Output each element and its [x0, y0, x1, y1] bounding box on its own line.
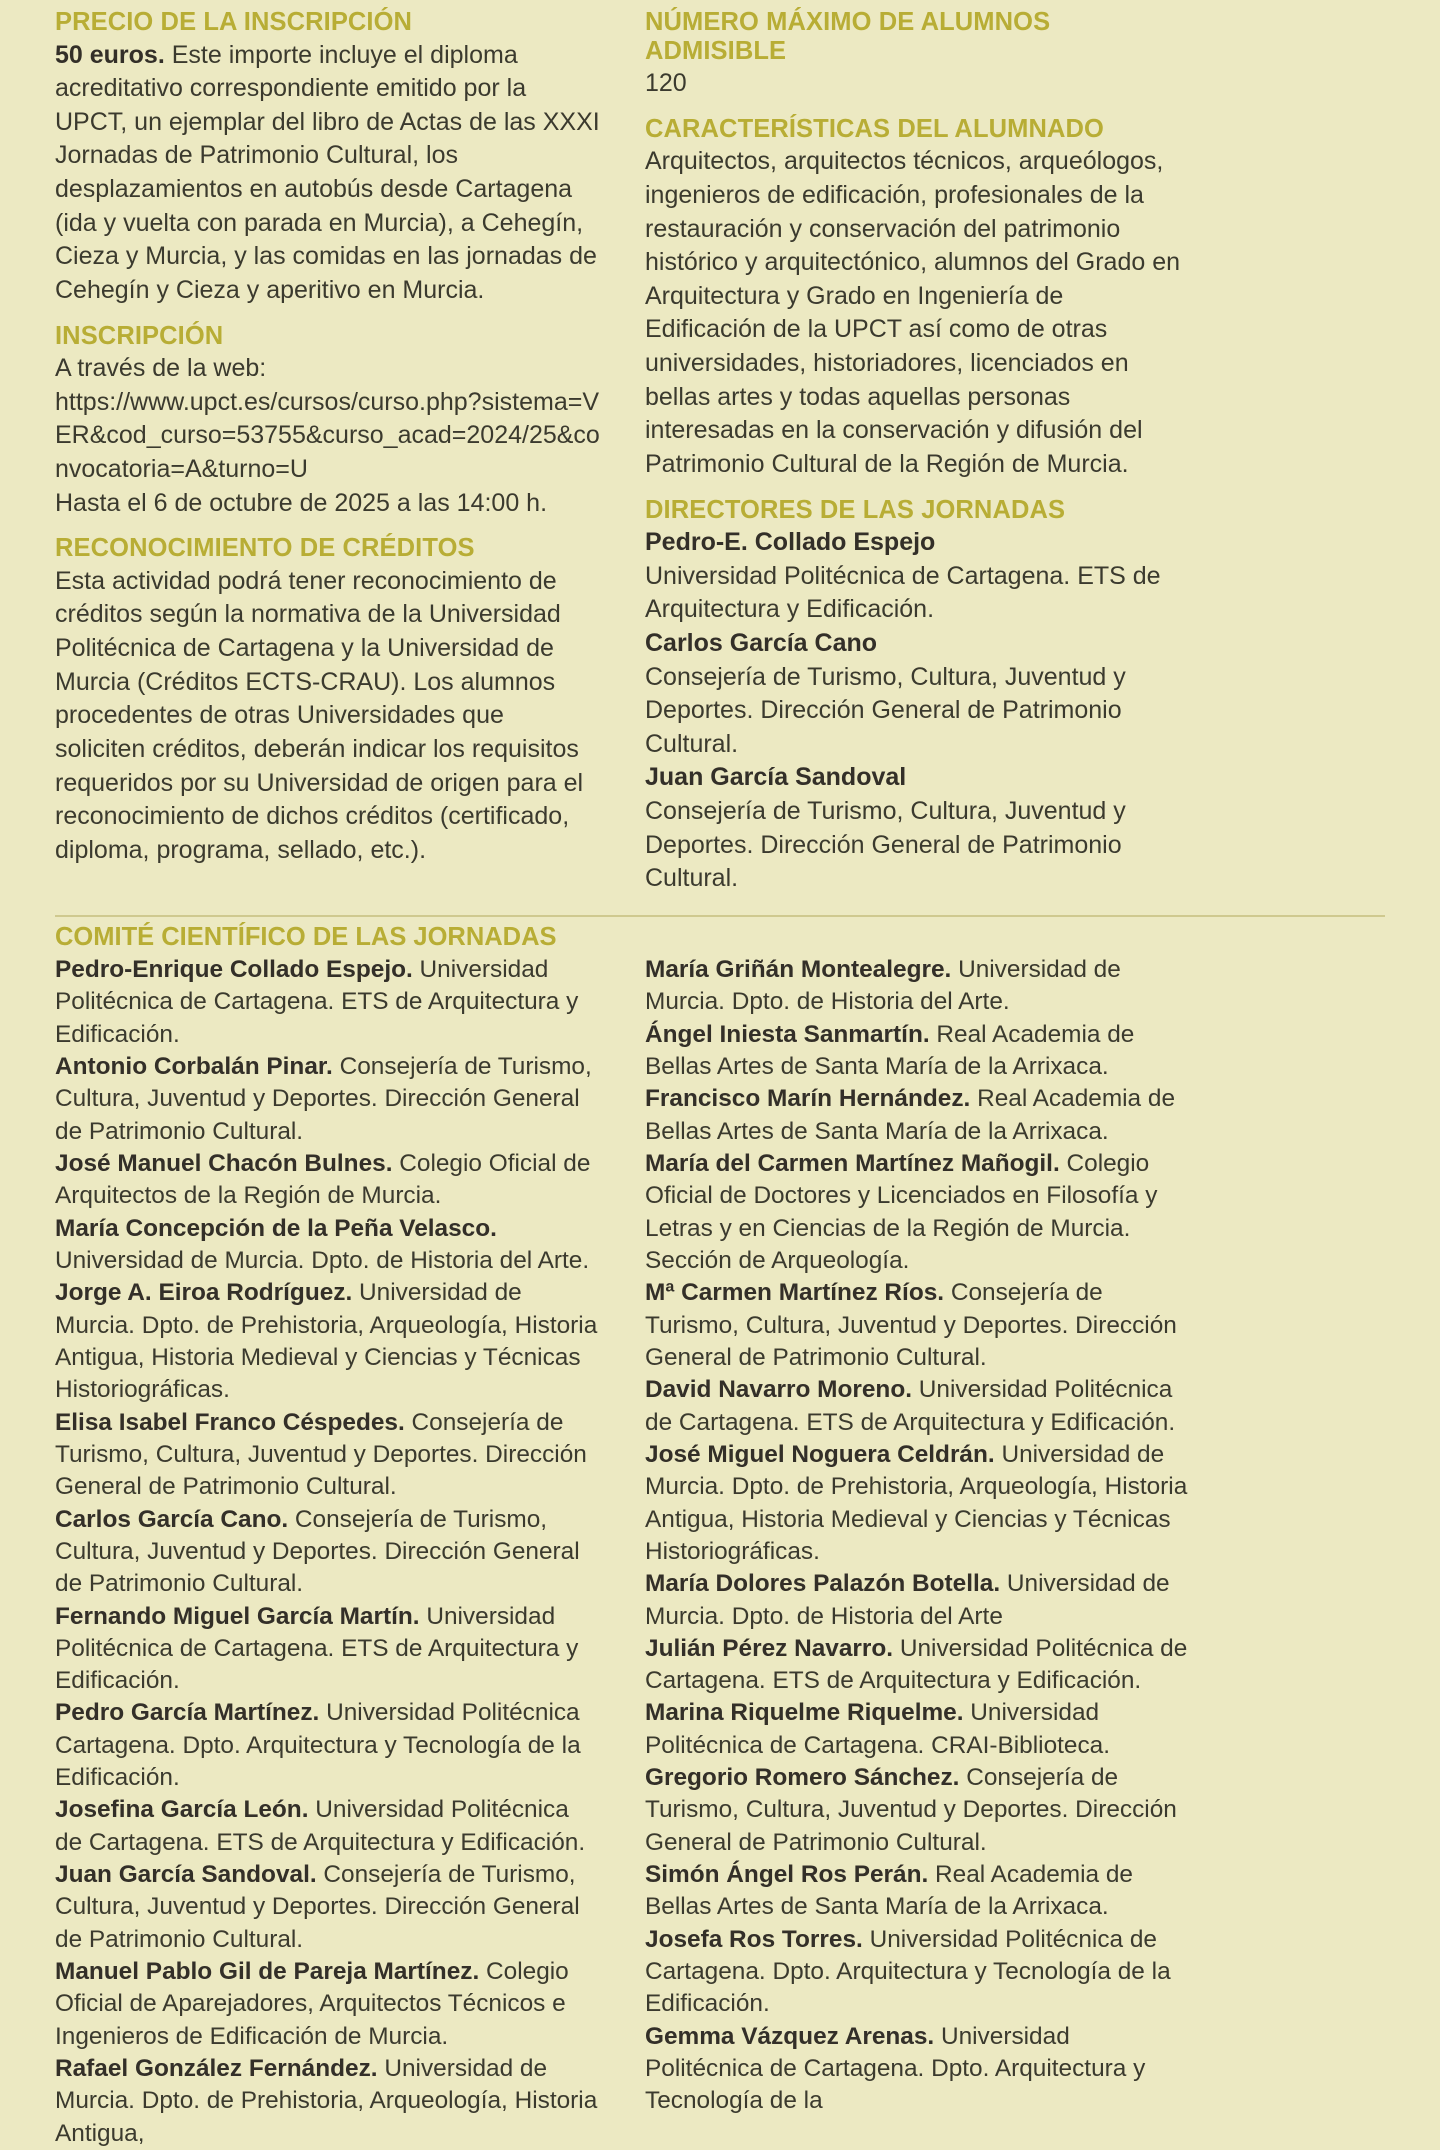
committee-member — [645, 1859, 1190, 1924]
credits-heading: RECONOCIMIENTO DE CRÉDITOS — [55, 534, 475, 563]
committee-member — [55, 1051, 600, 1148]
committee-member — [55, 1601, 600, 1698]
member-name: Antonio Corbalán Pinar. — [55, 1052, 333, 1080]
committee-member — [55, 954, 600, 1051]
committee-member — [645, 1924, 1190, 2021]
director-entry — [645, 761, 1190, 896]
member-affiliation: Universidad Politécnica de Cartagena. ETS de Arquitectura y Edificación. — [55, 1602, 579, 1695]
member-affiliation: Real Academia de Bellas Artes de Santa María de la Arrixaca. — [645, 1861, 1134, 1921]
committee-member — [645, 1697, 1190, 1762]
member-name: Jorge A. Eiroa Rodríguez. — [55, 1279, 353, 1307]
student-profile-paragraph: Arquitectos, arquitectos técnicos, arqueólogos, ingenieros de edificación, profesionales de la restauración y conservación del patrimonio histórico y arquitectónico, alumnos del Grado en Arquitectura y Grado en Ingeniería de Edificación de la UPCT así como de otras universidades, historiadores, licenciados en bellas artes y todas aquellas personas interesadas en la conservación y difusión del Patrimonio Cultural de la Región de Murcia. — [645, 147, 1181, 478]
member-affiliation: Universidad Politécnica Cartagena. Dpto. Arquitectura y Tecnología de la Edificación. — [55, 1699, 581, 1792]
committee-member — [645, 1762, 1190, 1859]
committee-member — [55, 1956, 600, 2053]
member-affiliation: Universidad Politécnica de Cartagena. Dpto. Arquitectura y Tecnología de la Edificación. — [645, 1925, 1171, 2018]
inscription-deadline: Hasta el 6 de octubre de 2025 a las 14:00 h. — [55, 488, 548, 517]
director-name: Carlos García Cano — [645, 628, 878, 657]
member-affiliation: Universidad de Murcia. Dpto. de Prehistoria, Arqueología, Historia Antigua, Historia Medieval y Ciencias y Técnicas Historiográficas. — [55, 1279, 598, 1404]
committee-member — [645, 954, 1190, 1019]
member-affiliation: Colegio Oficial de Arquitectos de la Región de Murcia. — [55, 1149, 591, 1210]
committee-member — [645, 1019, 1190, 1084]
member-name: María del Carmen Martínez Mañogil. — [645, 1149, 1060, 1177]
committee-member — [645, 2021, 1190, 2118]
top-info-columns — [55, 8, 1385, 896]
committee-member — [645, 1568, 1190, 1633]
member-affiliation: Consejería de Turismo, Cultura, Juventud y Deportes. Dirección General de Patrimonio Cultural. — [55, 1052, 592, 1145]
director-affiliation: Consejería de Turismo, Cultura, Juventud y Deportes. Dirección General de Patrimonio Cultural. — [645, 797, 1126, 893]
member-name: Marina Riquelme Riquelme. — [645, 1699, 964, 1727]
committee-columns — [55, 954, 1385, 2150]
price-description: Este importe incluye el diploma acreditativo correspondiente emitido por la UPCT, un ejemplar del libro de Actas de las XXXI Jornadas de Patrimonio Cultural, los desplazamientos en autobús desde Cartagena (ida y vuelta con parada en Murcia), a Cehegín, Cieza y Murcia, y las comidas en las jornadas de Cehegín y Cieza y aperitivo en Murcia. — [55, 40, 600, 304]
max-students-heading: NÚMERO MÁXIMO DE ALUMNOS ADMISIBLE — [645, 8, 1051, 65]
committee-member — [55, 2053, 600, 2150]
member-name: David Navarro Moreno. — [645, 1376, 913, 1404]
committee-member — [645, 1083, 1190, 1148]
member-affiliation: Colegio Oficial de Aparejadores, Arquitectos Técnicos e Ingenieros de Edificación de Murcia. — [55, 1958, 569, 2050]
member-name: Carlos García Cano. — [55, 1505, 289, 1533]
credits-paragraph: Esta actividad podrá tener reconocimiento de créditos según la normativa de la Universidad Politécnica de Cartagena y la Universidad de Murcia (Créditos ECTS-CRAU). Los alumnos procedentes de otras Universidades que soliciten créditos, deberán indicar los requisitos requeridos por su Universidad de origen para el reconocimiento de dichos créditos (certificado, diploma, programa, sellado, etc.). — [55, 566, 584, 864]
member-affiliation: Universidad de Murcia. Dpto. de Prehistoria, Arqueología, Historia Antigua, Historia Medieval y Ciencias y Técnicas Historiográficas. — [645, 1440, 1188, 1565]
member-affiliation: Colegio Oficial de Doctores y Licenciados en Filosofía y Letras y en Ciencias de la Región de Murcia. Sección de Arqueología. — [645, 1149, 1158, 1274]
committee-heading: COMITÉ CIENTÍFICO DE LAS JORNADAS — [55, 922, 557, 951]
member-name: Ángel Iniesta Sanmartín. — [645, 1020, 930, 1048]
member-affiliation: Universidad Politécnica de Cartagena. ETS de Arquitectura y Edificación. — [55, 955, 579, 1048]
member-affiliation: Real Academia de Bellas Artes de Santa María de la Arrixaca. — [645, 1085, 1176, 1145]
director-affiliation: Consejería de Turismo, Cultura, Juventud y Deportes. Dirección General de Patrimonio Cultural. — [645, 662, 1126, 758]
member-name: María Dolores Palazón Botella. — [645, 1570, 1001, 1598]
student-profile-heading: CARACTERÍSTICAS DEL ALUMNADO — [645, 114, 1104, 143]
section-divider — [55, 915, 1385, 917]
directors-heading: DIRECTORES DE LAS JORNADAS — [645, 495, 1066, 524]
member-name: Gregorio Romero Sánchez. — [645, 1764, 960, 1792]
member-name: José Miguel Noguera Celdrán. — [645, 1440, 995, 1468]
committee-member — [55, 1794, 600, 1859]
director-name: Pedro-E. Collado Espejo — [645, 528, 936, 557]
member-affiliation: Universidad de Murcia. Dpto. de Prehistoria, Arqueología, Historia Antigua, — [55, 2055, 598, 2147]
committee-member — [55, 1859, 600, 1956]
member-affiliation: Real Academia de Bellas Artes de Santa María de la Arrixaca. — [645, 1020, 1135, 1080]
member-name: Josefa Ros Torres. — [645, 1925, 863, 1953]
committee-member — [55, 1213, 600, 1278]
committee-member — [645, 1374, 1190, 1439]
committee-member — [645, 1148, 1190, 1277]
member-affiliation: Universidad Politécnica de Cartagena. ETS de Arquitectura y Edificación. — [645, 1376, 1176, 1436]
inscription-heading: INSCRIPCIÓN — [55, 321, 224, 350]
member-affiliation: Universidad Politécnica de Cartagena. Dpto. Arquitectura y Tecnología de la — [645, 2022, 1146, 2115]
member-name: Simón Ángel Ros Perán. — [645, 1861, 929, 1889]
director-entry — [645, 526, 1190, 627]
director-name: Juan García Sandoval — [645, 763, 907, 792]
member-affiliation: Universidad Politécnica de Cartagena. ETS de Arquitectura y Edificación. — [645, 1634, 1188, 1695]
member-name: Josefina García León. — [55, 1796, 309, 1824]
member-affiliation: Consejería de Turismo, Cultura, Juventud y Deportes. Dirección General de Patrimonio Cultural. — [645, 1764, 1177, 1856]
member-name: Gemma Vázquez Arenas. — [645, 2022, 935, 2050]
committee-right-column — [645, 954, 1190, 2118]
member-name: José Manuel Chacón Bulnes. — [55, 1149, 393, 1177]
price-heading: PRECIO DE LA INSCRIPCIÓN — [55, 8, 413, 36]
committee-member — [645, 1277, 1190, 1374]
member-name: Juan García Sandoval. — [55, 1861, 317, 1889]
director-affiliation: Universidad Politécnica de Cartagena. ETS de Arquitectura y Edificación. — [645, 561, 1161, 624]
member-affiliation: Consejería de Turismo, Cultura, Juventud y Deportes. Dirección General de Patrimonio Cultural. — [55, 1861, 580, 1953]
committee-member — [55, 1697, 600, 1794]
left-info-column — [55, 8, 600, 867]
member-name: Julián Pérez Navarro. — [645, 1634, 894, 1662]
committee-member — [645, 1439, 1190, 1568]
member-affiliation: Universidad de Murcia. Dpto. de Historia del Arte — [645, 1570, 1170, 1630]
member-name: Pedro García Martínez. — [55, 1699, 320, 1727]
max-students-value: 120 — [645, 69, 687, 98]
member-name: Mª Carmen Martínez Ríos. — [645, 1279, 945, 1307]
price-amount: 50 euros. — [55, 40, 165, 69]
member-name: Fernando Miguel García Martín. — [55, 1602, 420, 1630]
member-affiliation: Consejería de Turismo, Cultura, Juventud y Deportes. Dirección General de Patrimonio Cultural. — [55, 1505, 580, 1598]
member-name: Manuel Pablo Gil de Pareja Martínez. — [55, 1958, 480, 1986]
member-affiliation: Universidad de Murcia. Dpto. de Historia del Arte. — [645, 955, 1121, 1016]
member-affiliation: Universidad de Murcia. Dpto. de Historia del Arte. — [55, 1246, 590, 1274]
member-affiliation: Consejería de Turismo, Cultura, Juventud y Deportes. Dirección General de Patrimonio Cultural. — [55, 1408, 587, 1501]
committee-member — [55, 1148, 600, 1213]
committee-member — [645, 1633, 1190, 1698]
member-affiliation: Consejería de Turismo, Cultura, Juventud y Deportes. Dirección General de Patrimonio Cultural. — [645, 1279, 1177, 1371]
right-info-column — [645, 8, 1190, 896]
member-name: María Concepción de la Peña Velasco. — [55, 1214, 497, 1242]
director-entry — [645, 627, 1190, 762]
member-affiliation: Universidad Politécnica de Cartagena. CRAI-Biblioteca. — [645, 1699, 1111, 1759]
committee-member — [55, 1407, 600, 1504]
committee-member — [55, 1277, 600, 1406]
committee-member — [55, 1504, 600, 1601]
member-name: María Griñán Montealegre. — [645, 955, 952, 983]
member-name: Pedro-Enrique Collado Espejo. — [55, 955, 413, 983]
member-affiliation: Universidad Politécnica de Cartagena. ETS de Arquitectura y Edificación. — [55, 1796, 586, 1856]
inscription-url[interactable]: https://www.upct.es/cursos/curso.php?sistema=VER&cod_curso=53755&curso_acad=2024/25&convocatoria=A&turno=U — [55, 387, 600, 483]
member-name: Francisco Marín Hernández. — [645, 1085, 971, 1113]
member-name: Rafael González Fernández. — [55, 2055, 378, 2083]
price-paragraph — [55, 39, 600, 308]
inscription-web-label: A través de la web: — [55, 354, 267, 383]
committee-left-column — [55, 954, 600, 2150]
member-name: Elisa Isabel Franco Céspedes. — [55, 1408, 405, 1436]
